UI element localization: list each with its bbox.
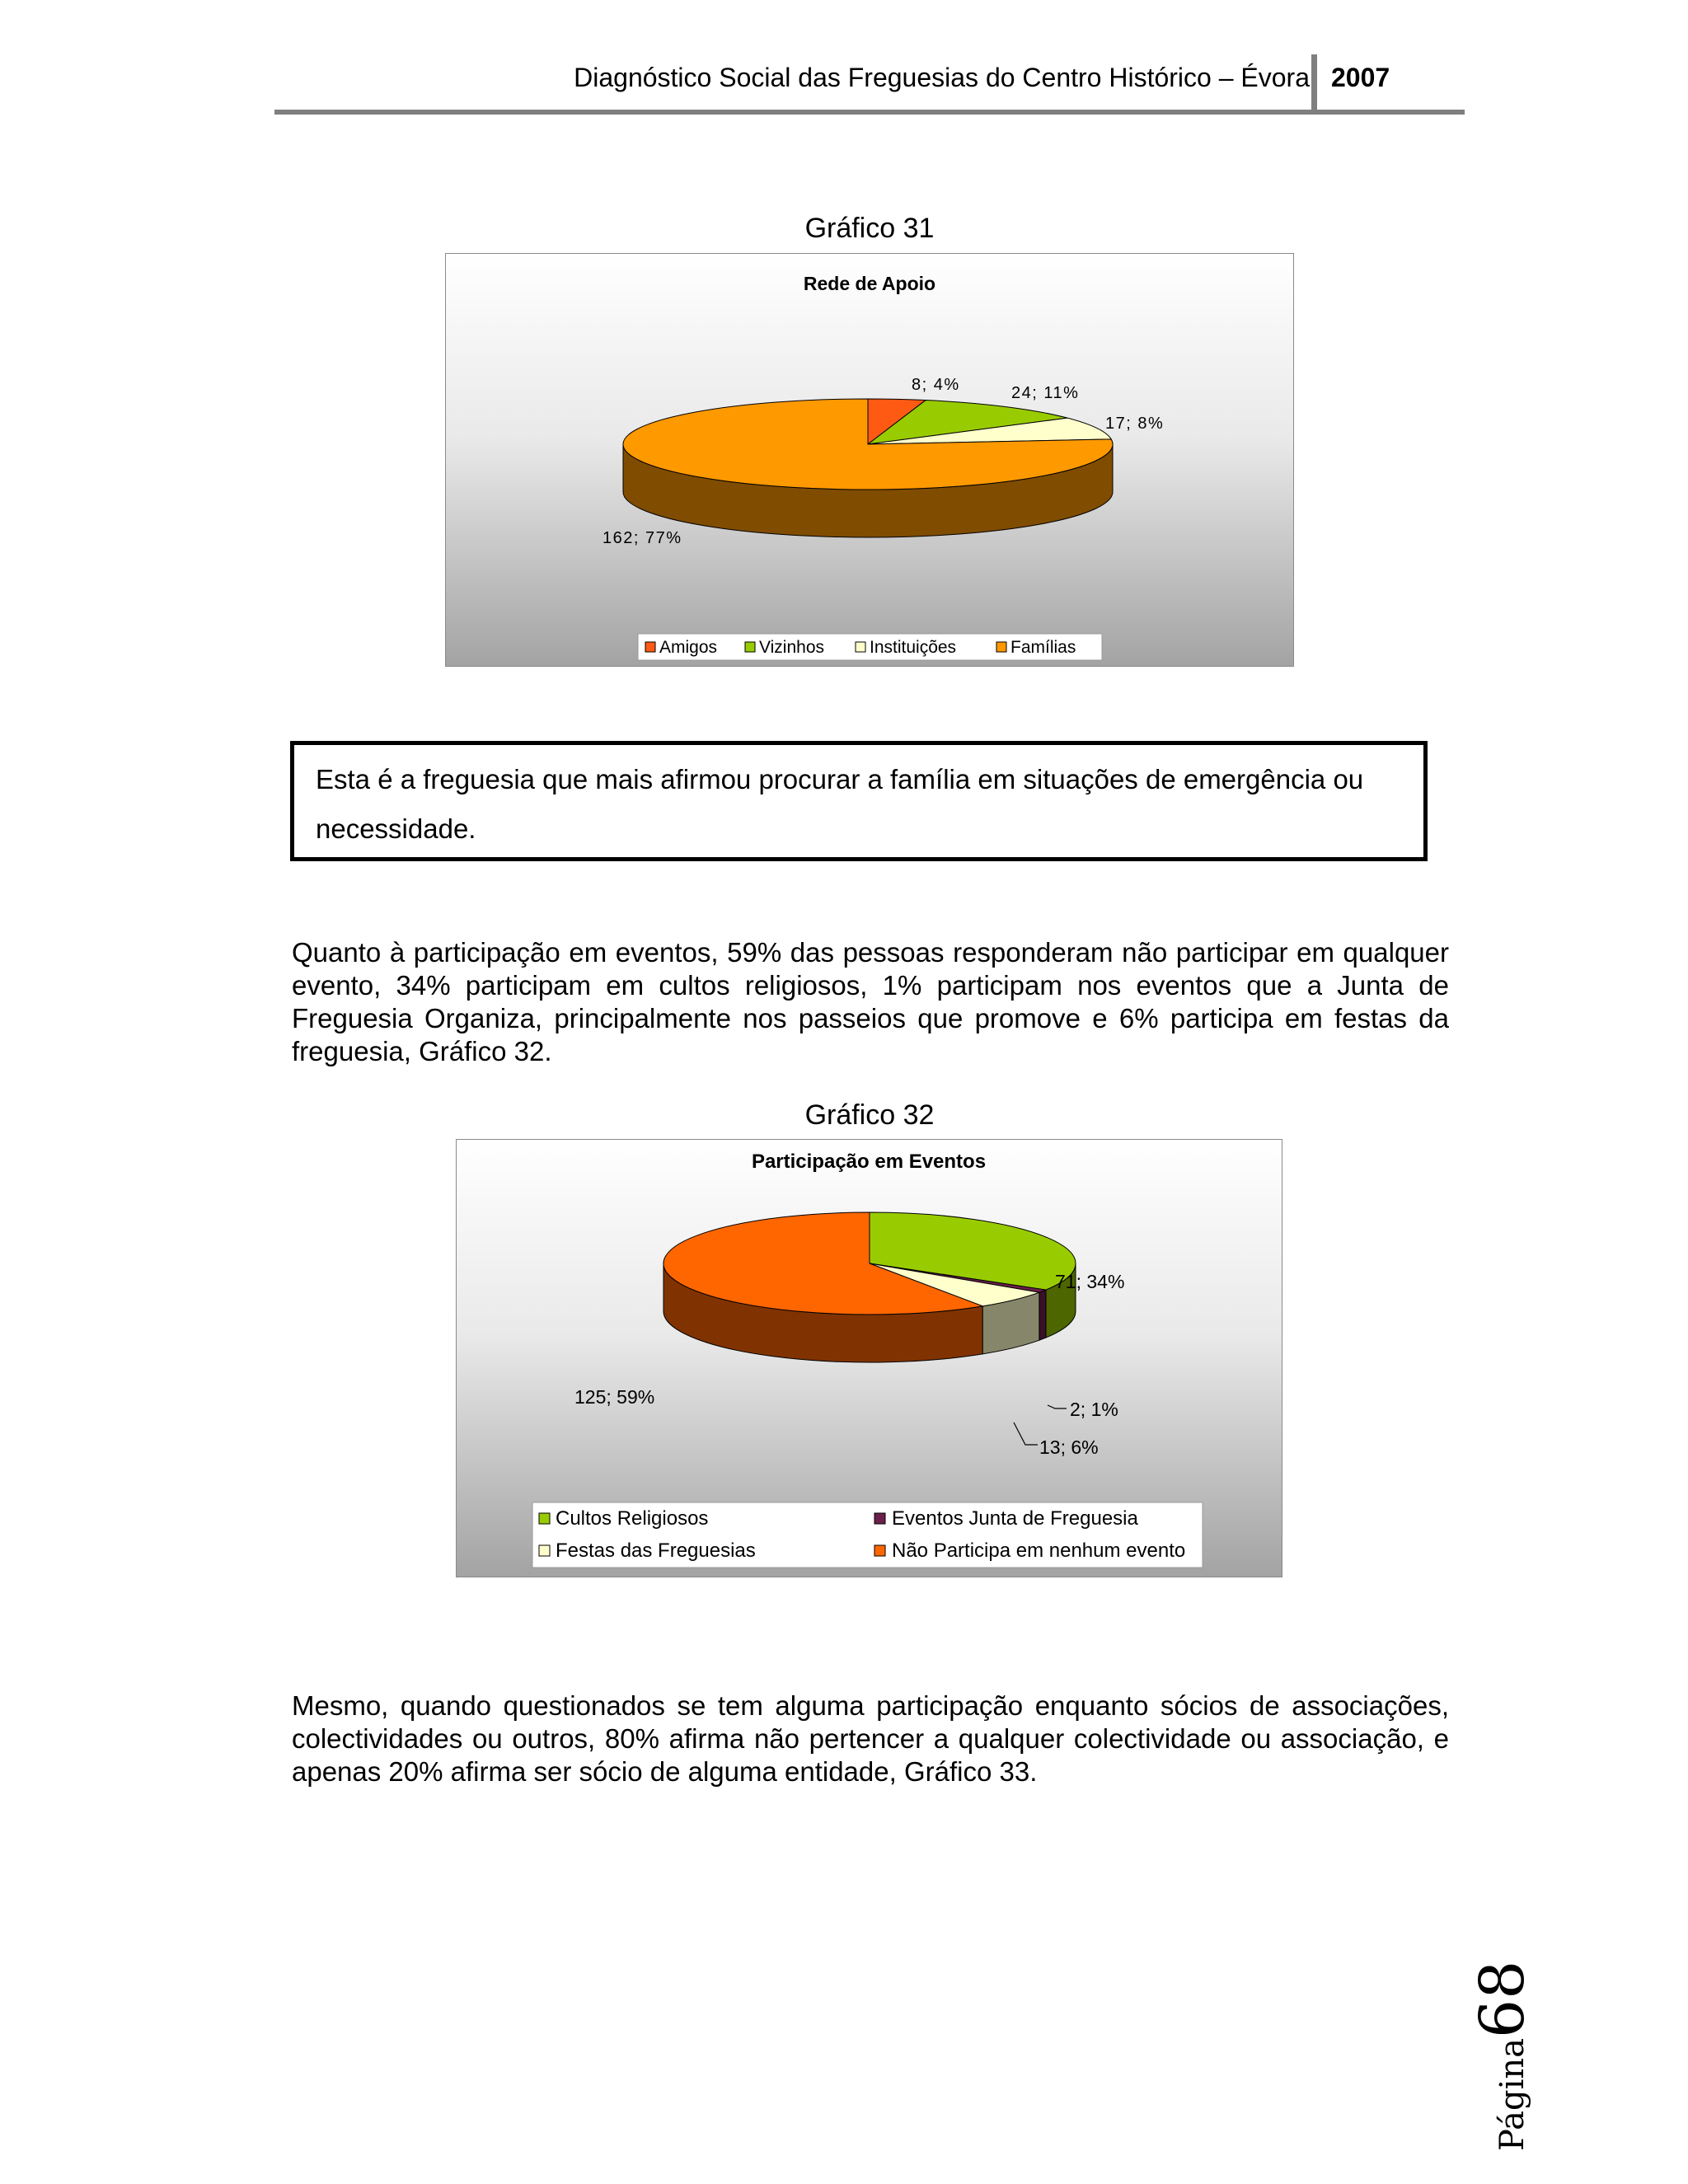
chart32-label-cultos: 71; 34% [1055, 1271, 1125, 1292]
chart31-legend-swatch-instituicoes [856, 642, 865, 652]
chart32-legend-label-eventos-junta: Eventos Junta de Freguesia [892, 1507, 1138, 1530]
chart32-slice-eventos-junta-side [1039, 1290, 1046, 1340]
chart32-legend-swatch-nao-participa [874, 1545, 885, 1556]
paragraph-associations: Mesmo, quando questionados se tem alguma participação enquanto sócios de associações, colectividades ou outros, 80% afirma não pertencer a qualquer colectividade ou associação, e apenas 20% afirma ser sócio de alguma entidade, Gráfico 33. [292, 1690, 1449, 1787]
header-year: 2007 [1331, 63, 1390, 92]
chart31-frame [445, 253, 1294, 667]
chart32-caption: Gráfico 32 [804, 1099, 935, 1131]
chart32-title: Participação em Eventos [751, 1151, 987, 1173]
chart31-legend-swatch-vizinhos [745, 642, 755, 652]
chart31-legend-instituicoes [856, 638, 956, 657]
chart31-legend-label-vizinhos: Vizinhos [759, 638, 824, 657]
chart31-top-group [623, 399, 1113, 490]
chart32-leader-festas [1014, 1422, 1038, 1445]
chart32-legend-swatch-festas [539, 1545, 550, 1556]
chart32-frame [456, 1139, 1282, 1577]
chart32-svg [457, 1140, 1282, 1577]
chart32-legend-nao-participa [874, 1540, 1185, 1562]
chart32-legend-label-cultos: Cultos Religiosos [556, 1507, 709, 1530]
paragraph-participation: Quanto à participação em eventos, 59% das pessoas responderam não participar em qualquer evento, 34% participam em cultos religiosos, 1% participam nos eventos que a Junta de Freguesia Organiza, principalmente nos passeios que promove e 6% participa em festas da freguesia, Gráfico 32. [292, 937, 1449, 1066]
page-number-value: 68 [1467, 1960, 1538, 2039]
chart31-legend-label-familias: Famílias [1010, 638, 1076, 657]
chart32-legend-swatch-cultos [539, 1513, 550, 1524]
chart31-legend-swatch-amigos [645, 642, 655, 652]
chart31-legend-label-amigos: Amigos [659, 638, 718, 657]
chart32-label-eventos-junta: 2; 1% [1070, 1399, 1118, 1420]
highlight-box [290, 741, 1428, 861]
highlight-text: Esta é a freguesia que mais afirmou procurar a família em situações de emergência ou necessidade. [316, 764, 1364, 844]
chart32-legend-cultos [539, 1507, 708, 1530]
chart31-label-vizinhos: 24; 11% [1011, 384, 1080, 402]
chart32-legend-label-nao-participa: Não Participa em nenhum evento [892, 1540, 1186, 1562]
chart32-leader-eventos [1048, 1405, 1067, 1408]
chart31-svg [446, 254, 1293, 666]
chart31-caption: Gráfico 31 [804, 213, 935, 244]
chart32-legend-eventos-junta [874, 1507, 1139, 1530]
chart31-label-instituicoes: 17; 8% [1105, 415, 1165, 433]
chart31-legend-swatch-familias [996, 642, 1006, 652]
chart32-legend-label-festas: Festas das Freguesias [556, 1540, 756, 1562]
chart32-legend-swatch-eventos-junta [874, 1513, 885, 1524]
page-number [1467, 1838, 1558, 2151]
header-title: Diagnóstico Social das Freguesias do Centro Histórico – Évora [574, 63, 1310, 92]
page-number-label: Página [1493, 2038, 1531, 2151]
chart32-legend-festas [539, 1540, 756, 1562]
chart31-title: Rede de Apoio [803, 273, 936, 294]
header-divider [1311, 54, 1317, 114]
chart31-label-amigos: 8; 4% [912, 376, 960, 394]
chart32-top-group [663, 1212, 1076, 1315]
chart31-label-familias: 162; 77% [603, 529, 682, 547]
chart32-label-festas: 13; 6% [1039, 1436, 1099, 1458]
chart31-legend-label-instituicoes: Instituições [870, 638, 957, 657]
header-rule [274, 110, 1465, 115]
chart32-label-nao-participa: 125; 59% [574, 1386, 655, 1408]
page-header [274, 54, 1465, 114]
